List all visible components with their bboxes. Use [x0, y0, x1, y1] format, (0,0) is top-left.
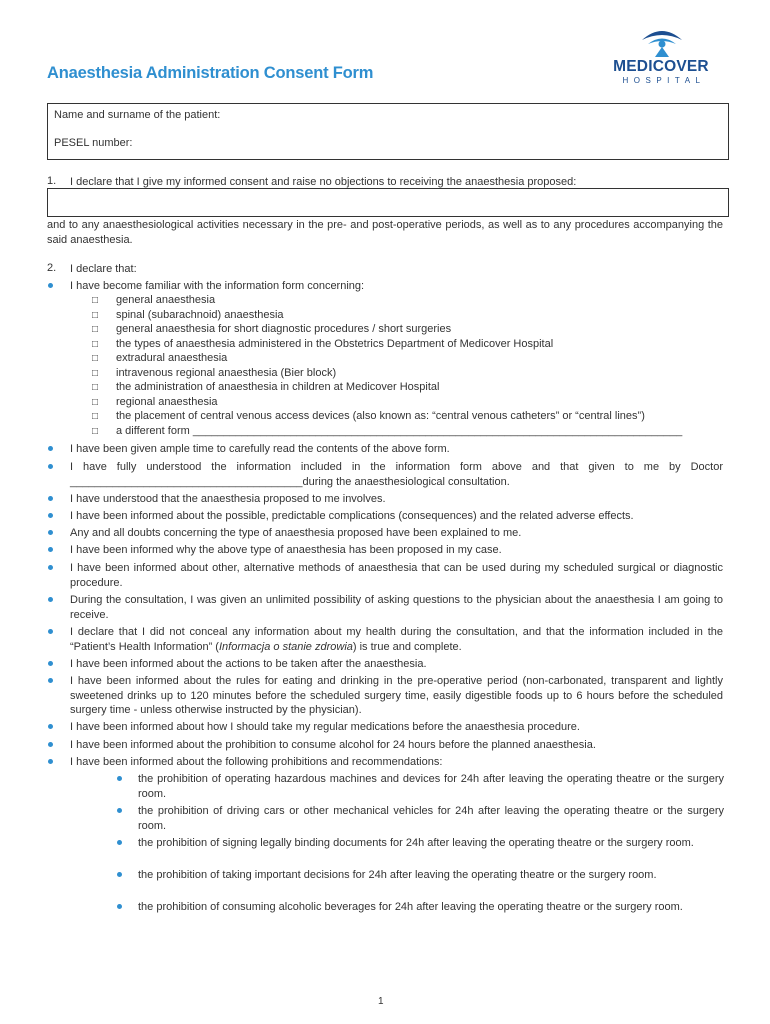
- declaration-item: I have been given ample time to carefully read the contents of the above form.: [70, 443, 450, 455]
- option-checkbox[interactable]: □: [92, 324, 99, 335]
- bullet-icon: [116, 808, 125, 814]
- bullet-icon: [47, 742, 56, 748]
- prohibition-item: the prohibition of taking important decisions for 24h after leaving the operating theatre or the surgery room.: [138, 869, 657, 881]
- option-label: regional anaesthesia: [116, 395, 218, 408]
- bullet-icon: [116, 776, 125, 782]
- declaration-item: I have been informed about how I should take my regular medications before the anaesthesia procedure.: [70, 721, 580, 733]
- declaration-item: I have been informed about the rules for eating and drinking in the pre-operative period (non-carbonated, transparent and lightly sweetened drinks up to 120 minutes before the scheduled surgery time, easily digestible foods up to 6 hours before the scheduled surgery time - unless otherwise instructed by the physician).: [70, 675, 723, 716]
- bullet-icon: [47, 678, 56, 684]
- bullet-icon: [47, 724, 56, 730]
- prohibition-item: the prohibition of signing legally binding documents for 24h after leaving the operating theatre or the surgery room.: [138, 837, 694, 849]
- option-checkbox[interactable]: □: [92, 426, 99, 437]
- patient-name-label: Name and surname of the patient:: [54, 109, 221, 121]
- declaration-item: I have been informed about other, alternative methods of anaesthesia that can be used during my scheduled surgical or diagnostic procedure.: [70, 562, 723, 589]
- patient-info-box: [47, 103, 729, 160]
- option-label: the administration of anaesthesia in children at Medicover Hospital: [116, 381, 440, 393]
- section-2-number: 2.: [47, 262, 57, 274]
- section-1-text: I declare that I give my informed consent and raise no objections to receiving the anaesthesia proposed:: [70, 176, 577, 188]
- bullet-icon: [47, 464, 56, 470]
- option-checkbox[interactable]: □: [92, 338, 99, 350]
- bullet-icon: [47, 547, 56, 553]
- bullet-icon: [47, 597, 56, 603]
- option-checkbox[interactable]: □: [92, 353, 99, 364]
- declaration-item: Any and all doubts concerning the type of anaesthesia proposed have been explained to me.: [70, 527, 522, 539]
- declaration-item: I have been informed why the above type of anaesthesia has been proposed in my case.: [70, 544, 502, 556]
- option-label: general anaesthesia: [116, 294, 216, 306]
- option-label: the placement of central venous access devices (also known as: “central venous catheters” or “central lines”): [116, 410, 645, 422]
- option-label: a different form ________________________________________________________________________________: [116, 425, 683, 437]
- declaration-item: I have been informed about the actions to be taken after the anaesthesia.: [70, 658, 427, 670]
- option-checkbox[interactable]: □: [92, 295, 99, 306]
- logo-figure-icon: [604, 24, 724, 58]
- page-title: Anaesthesia Administration Consent Form: [47, 64, 374, 82]
- bullet-icon: [116, 872, 125, 878]
- logo-wordmark: MEDICOVER: [613, 58, 709, 75]
- option-checkbox[interactable]: □: [92, 411, 99, 422]
- bullet-icon: [116, 904, 125, 910]
- medicover-logo: [604, 24, 724, 90]
- option-checkbox[interactable]: □: [92, 309, 99, 321]
- option-label: the types of anaesthesia administered in the Obstetrics Department of Medicover Hospital: [116, 337, 554, 350]
- prohibition-item: the prohibition of driving cars or other mechanical vehicles for 24h after leaving the operating theatre or the surgery room.: [138, 805, 724, 832]
- option-label: intravenous regional anaesthesia (Bier block): [116, 366, 337, 379]
- declaration-item: I have been informed about the possible, predictable complications (consequences) and the related adverse effects.: [70, 510, 634, 522]
- bullet-icon: [47, 513, 56, 519]
- option-label: general anaesthesia for short diagnostic procedures / short surgeries: [116, 323, 452, 335]
- bullet-icon: [47, 565, 56, 571]
- bullet-icon: [47, 496, 56, 502]
- option-checkbox[interactable]: □: [92, 382, 99, 393]
- prohibition-item: the prohibition of consuming alcoholic beverages for 24h after leaving the operating theatre or the surgery room.: [138, 901, 683, 913]
- conceal-declaration: [70, 625, 723, 654]
- declaration-item: I have understood that the anaesthesia proposed to me involves.: [70, 493, 386, 505]
- conceal-before: I declare that I did not conceal any information about my health during the consultation, and that the information included in the “Patient’s Health Information” (: [70, 626, 723, 653]
- bullet-icon: [47, 446, 56, 452]
- bullet-icon: [47, 530, 56, 536]
- anaesthesia-type-field[interactable]: [47, 188, 729, 217]
- option-label: spinal (subarachnoid) anaesthesia: [116, 308, 284, 321]
- bullet-icon: [47, 629, 56, 635]
- declaration-item: During the consultation, I was given an unlimited possibility of asking questions to the physician about the anaesthesia I am going to receive.: [70, 594, 723, 621]
- pesel-label: PESEL number:: [54, 137, 133, 149]
- prohibition-item: the prohibition of operating hazardous machines and devices for 24h after leaving the operating theatre or the surgery room.: [138, 773, 724, 800]
- option-label: extradural anaesthesia: [116, 352, 228, 364]
- bullet-icon: [47, 661, 56, 667]
- section-2-intro: I declare that:: [70, 263, 137, 275]
- declaration-item: I have fully understood the information included in the information form above and that given to me by Doctor ______________________________________during the anaesthesiological consultation.: [70, 461, 723, 488]
- option-checkbox[interactable]: □: [92, 396, 99, 408]
- section-1-number: 1.: [47, 175, 57, 187]
- page-number: 1: [378, 996, 384, 1007]
- conceal-italic: Informacja o stanie zdrowia: [218, 640, 353, 653]
- conceal-after: ) is true and complete.: [352, 640, 462, 653]
- logo-subtitle: HOSPITAL: [622, 76, 706, 85]
- bullet-icon: [116, 840, 125, 846]
- bullet-icon: [47, 759, 56, 765]
- bullet-icon: [47, 283, 56, 289]
- declaration-item: I have been informed about the following prohibitions and recommendations:: [70, 756, 443, 768]
- familiar-text: I have become familiar with the information form concerning:: [70, 280, 365, 292]
- section-1-continuation: and to any anaesthesiological activities necessary in the pre- and post-operative periods, as well as to any procedures accompanying the said anaesthesia.: [47, 219, 723, 246]
- option-checkbox[interactable]: □: [92, 367, 99, 379]
- declaration-item: I have been informed about the prohibition to consume alcohol for 24 hours before the planned anaesthesia.: [70, 739, 596, 751]
